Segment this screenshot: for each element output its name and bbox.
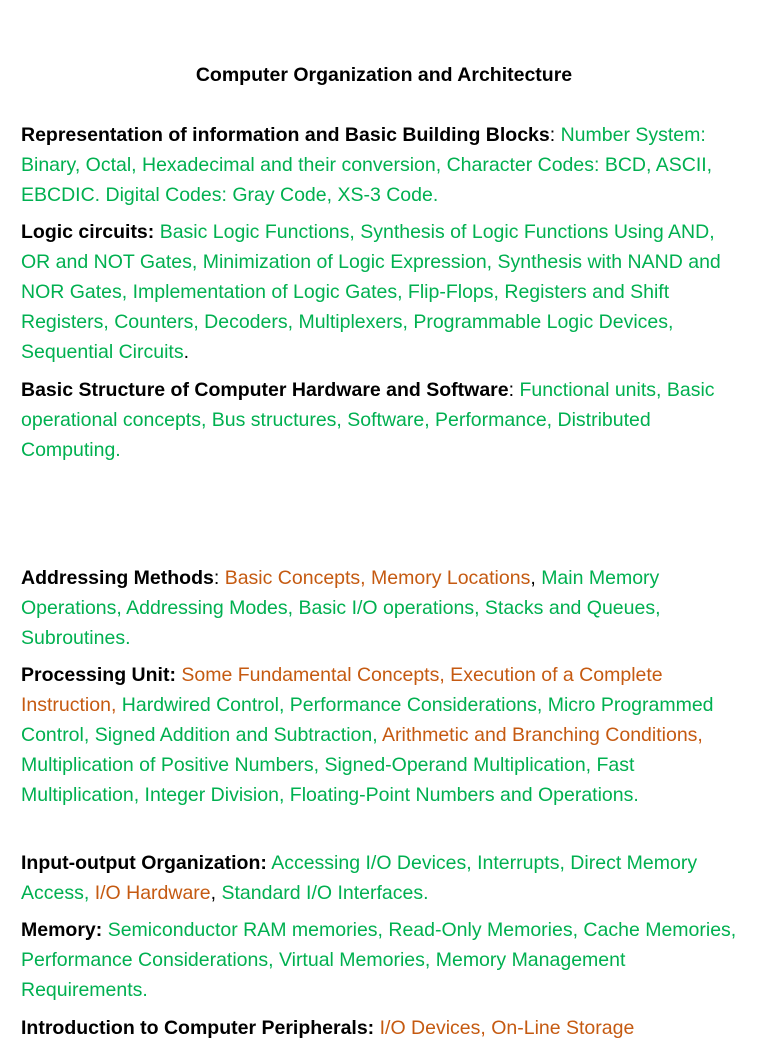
- section-topics-highlight: I/O Devices, On-Line Storage: [379, 1017, 635, 1039]
- section-heading: Memory:: [21, 919, 103, 941]
- section-heading: Logic circuits:: [21, 221, 155, 243]
- section-logic-circuits: Logic circuits: Basic Logic Functions, Synthesis of Logic Functions Using AND, OR and NOT Gates, Minimization of Logic Expression, Synthesis with NAND and NOR Gates, Implementation of Logic Gates, Flip-Flops, Registers and Shift Registers, Counters, Decoders, Multiplexers, Programmable Logic Devices, Sequential Circuits.: [21, 221, 721, 363]
- section-topics: Accessing I/O Devices, Interrupts, Direct Memory Access,: [21, 852, 698, 904]
- section-representation: Representation of information and Basic Building Blocks: Number System: Binary, Octal, Hexadecimal and their conversion, Character Codes: BCD, ASCII, EBCDIC. Digital Codes: Gray Code, XS-3 Code.: [21, 124, 713, 206]
- section-heading: Input-output Organization:: [21, 852, 267, 874]
- section-topics: Main Memory Operations, Addressing Modes, Basic I/O operations, Stacks and Queues, Subroutines.: [21, 567, 661, 649]
- section-heading: Addressing Methods: [21, 567, 214, 589]
- document-title: Computer Organization and Architecture: [195, 64, 573, 86]
- section-topics-highlight: I/O Hardware: [94, 882, 211, 904]
- section-memory: [21, 915, 749, 1005]
- section-basic-structure: Basic Structure of Computer Hardware and Software: Functional units, Basic operational concepts, Bus structures, Software, Performance, Distributed Computing.: [21, 379, 715, 461]
- section-topics: Number System: Binary, Octal, Hexadecimal and their conversion, Character Codes: BCD, ASCII, EBCDIC. Digital Codes: Gray Code, XS-3 Code.: [21, 124, 713, 206]
- section-topics-highlight: Arithmetic and Branching Conditions,: [382, 724, 703, 746]
- section-topics-highlight: Basic Concepts, Memory Locations: [224, 567, 531, 589]
- section-topics: Semiconductor RAM memories, Read-Only Memories, Cache Memories, Performance Considerations, Virtual Memories, Memory Management Requirements.: [21, 919, 737, 1001]
- section-topics: Basic Logic Functions, Synthesis of Logic Functions Using AND, OR and NOT Gates, Minimization of Logic Expression, Synthesis with NAND and NOR Gates, Implementation of Logic Gates, Flip-Flops, Registers and Shift Registers, Counters, Decoders, Multiplexers, Programmable Logic Devices, Sequential Circuits: [21, 221, 721, 363]
- section-topics: Standard I/O Interfaces.: [221, 882, 429, 904]
- section-processing-unit: [21, 660, 749, 810]
- section-input-output: Input-output Organization: Accessing I/O Devices, Interrupts, Direct Memory Access, I/O Hardware, Standard I/O Interfaces.: [21, 852, 698, 904]
- section-addressing-methods: Addressing Methods: Basic Concepts, Memory Locations, Main Memory Operations, Addressing Modes, Basic I/O operations, Stacks and Queues, Subroutines.: [21, 567, 661, 649]
- section-topics: Multiplication of Positive Numbers, Signed-Operand Multiplication, Fast Multiplication, Integer Division, Floating-Point Numbers and Operations.: [21, 754, 639, 806]
- section-topics: Hardwired Control, Performance Considerations, Micro Programmed Control, Signed Addition and Subtraction,: [21, 694, 714, 746]
- section-heading: Introduction to Computer Peripherals:: [21, 1017, 375, 1039]
- section-heading: Representation of information and Basic Building Blocks: [21, 124, 550, 146]
- section-topics: Functional units, Basic operational concepts, Bus structures, Software, Performance, Distributed Computing.: [21, 379, 715, 461]
- section-heading: Processing Unit:: [21, 664, 176, 686]
- section-heading: Basic Structure of Computer Hardware and Software: [21, 379, 509, 401]
- section-topics-highlight: Some Fundamental Concepts, Execution of a Complete Instruction,: [21, 664, 663, 716]
- section-computer-peripherals: [21, 1013, 749, 1043]
